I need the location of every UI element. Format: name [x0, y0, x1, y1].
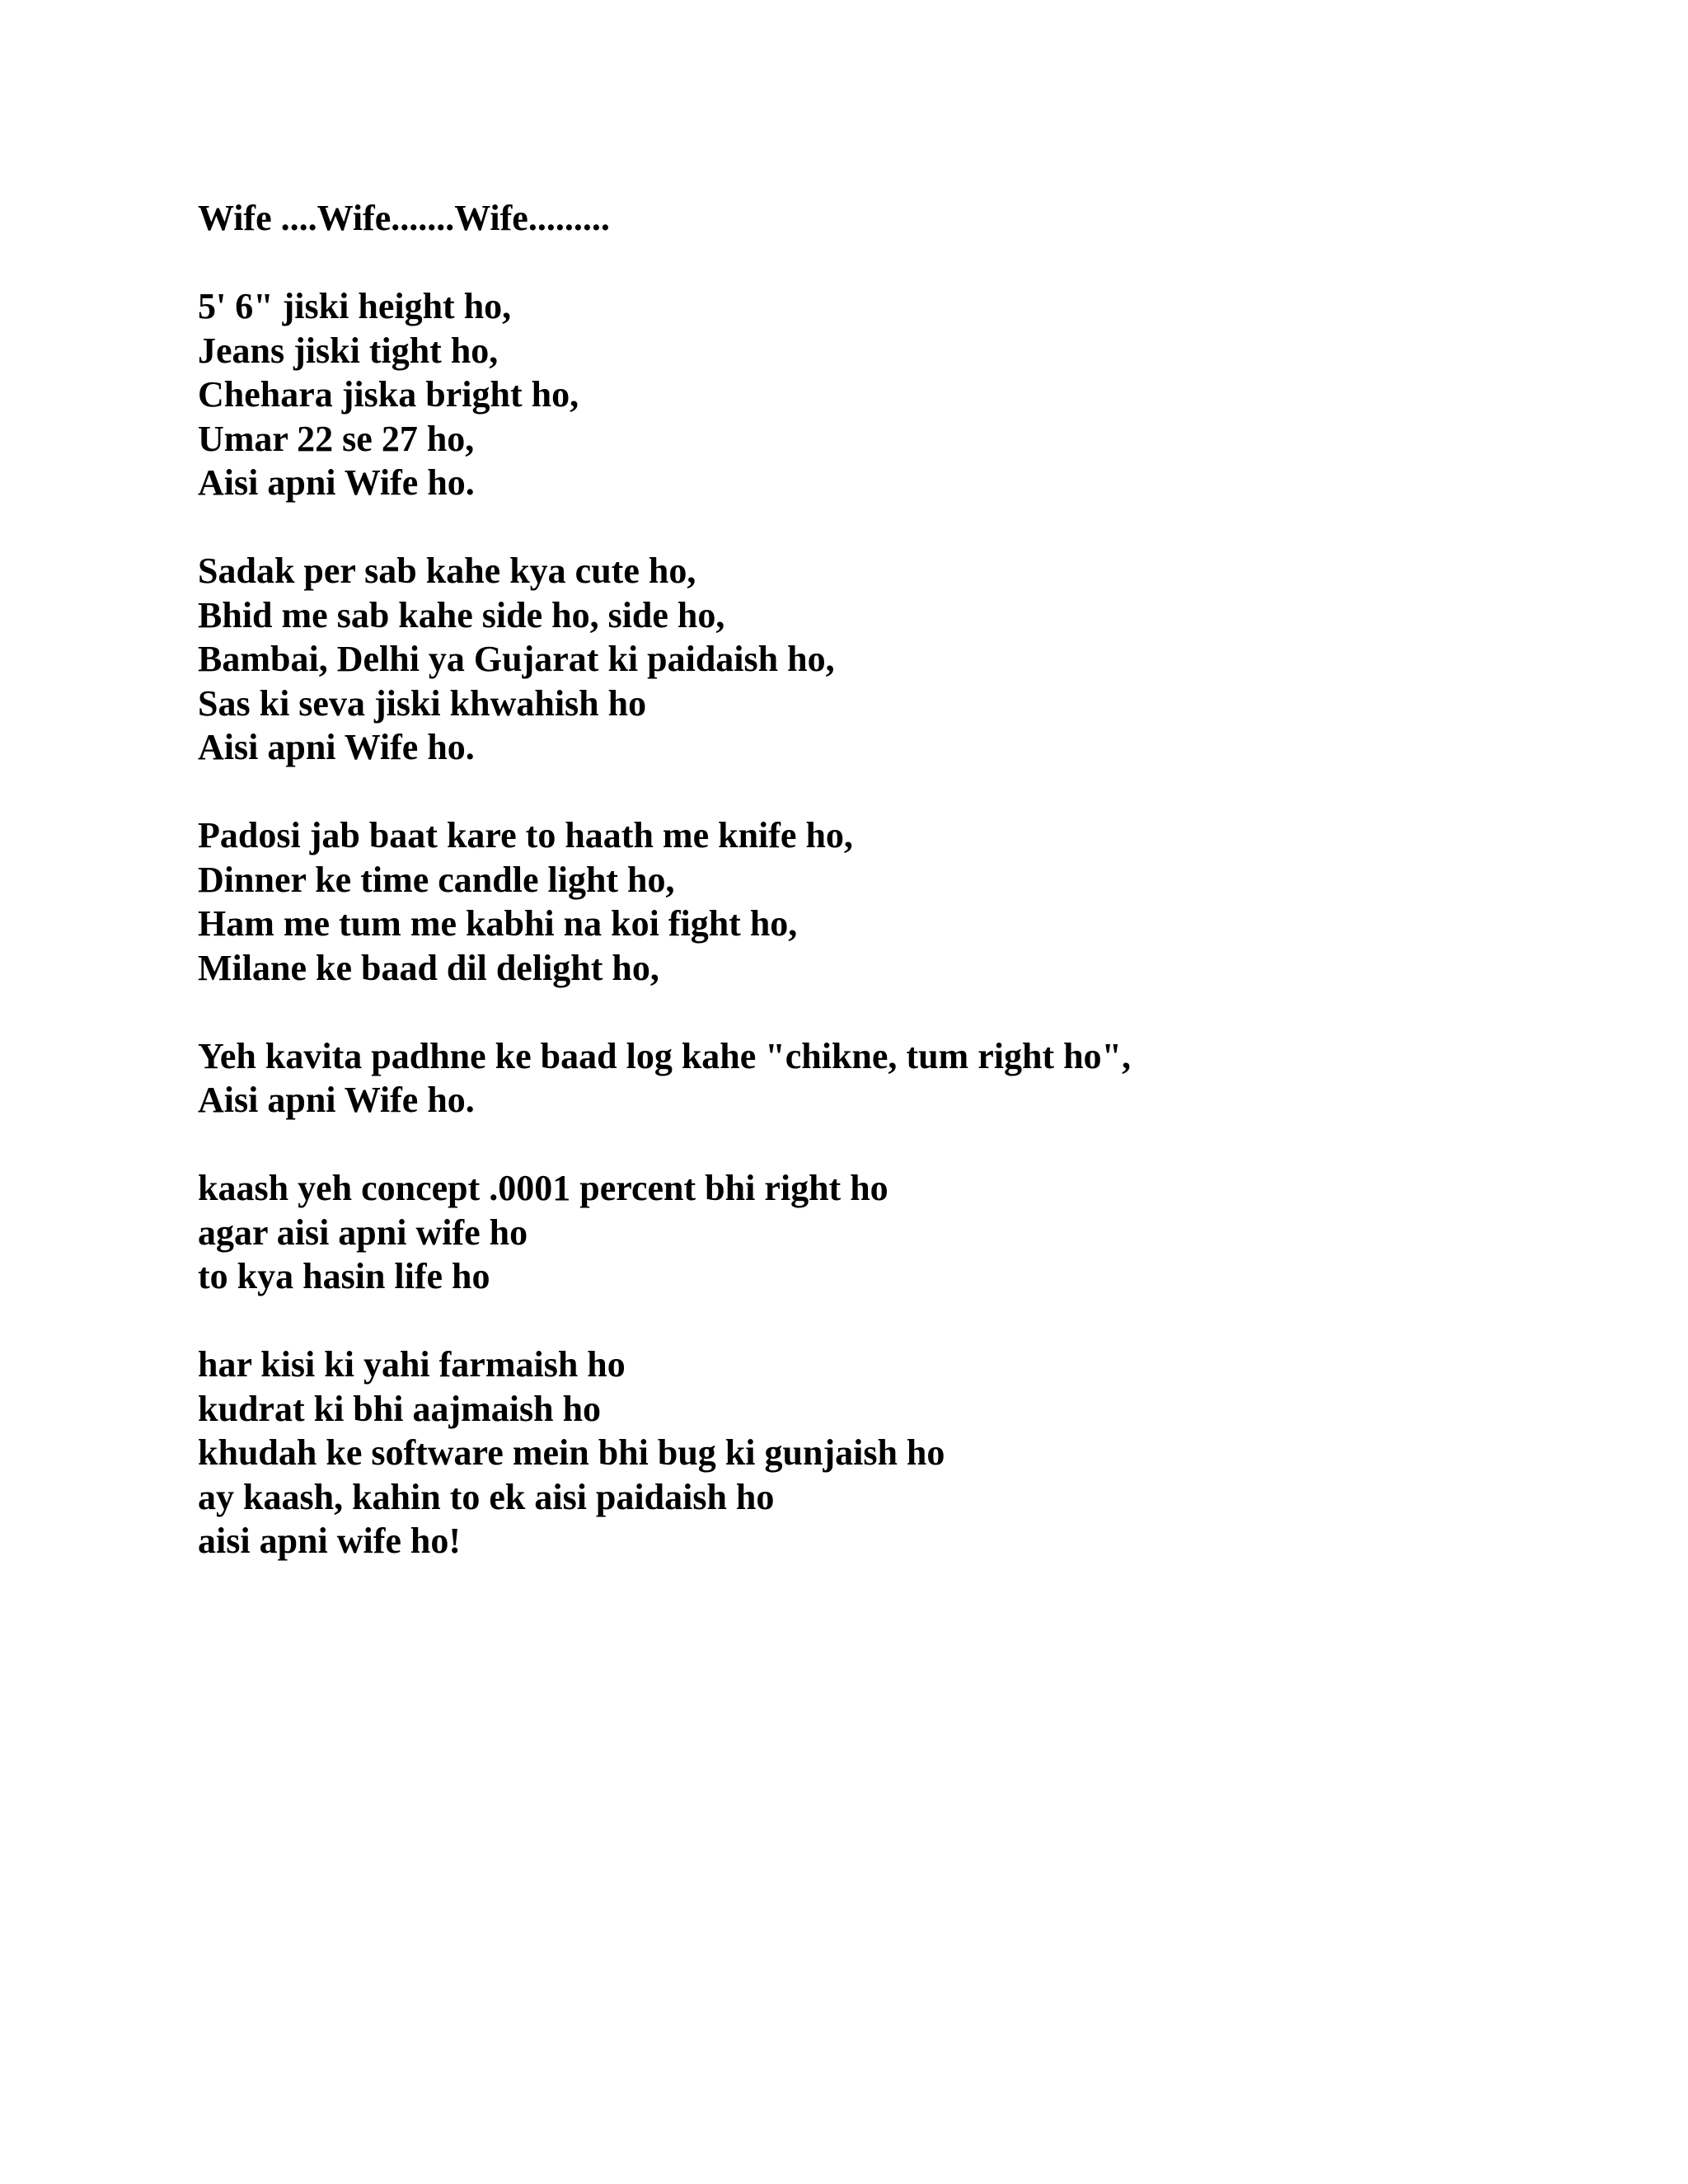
- poem-line: 5' 6" jiski height ho,: [198, 286, 512, 326]
- poem-line: Sas ki seva jiski khwahish ho: [198, 682, 647, 724]
- poem-line: Bhid me sab kahe side ho, side ho,: [198, 594, 725, 635]
- poem-line: Yeh kavita padhne ke baad log kahe "chikne, tum right ho",: [198, 1035, 1131, 1076]
- stanza-1: [198, 284, 1599, 505]
- poem-body: [198, 196, 1599, 1563]
- poem-line: Aisi apni Wife ho.: [198, 462, 475, 503]
- stanza-2: [198, 549, 1599, 770]
- poem-line: Padosi jab baat kare to haath me knife ho,: [198, 815, 853, 855]
- poem-line: to kya hasin life ho: [198, 1256, 490, 1296]
- poem-line: Aisi apni Wife ho.: [198, 1080, 475, 1120]
- poem-title: Wife ....Wife.......Wife.........: [198, 198, 610, 238]
- poem-line: Aisi apni Wife ho.: [198, 727, 475, 767]
- poem-line: Bambai, Delhi ya Gujarat ki paidaish ho,: [198, 639, 835, 679]
- stanza-5: [198, 1166, 1599, 1299]
- poem-line: Ham me tum me kabhi na koi fight ho,: [198, 903, 798, 944]
- stanza-3: [198, 813, 1599, 990]
- poem-line: Umar 22 se 27 ho,: [198, 418, 475, 459]
- poem-line: kudrat ki bhi aajmaish ho: [198, 1388, 602, 1429]
- poem-line: har kisi ki yahi farmaish ho: [198, 1344, 626, 1385]
- stanza-6: [198, 1343, 1599, 1563]
- poem-line: agar aisi apni wife ho: [198, 1212, 528, 1253]
- poem-line: Chehara jiska bright ho,: [198, 374, 579, 415]
- poem-line: kaash yeh concept .0001 percent bhi right ho: [198, 1168, 889, 1208]
- poem-line: aisi apni wife ho!: [198, 1521, 462, 1561]
- stanza-4: [198, 1034, 1599, 1122]
- poem-line: Jeans jiski tight ho,: [198, 330, 499, 371]
- poem-line: ay kaash, kahin to ek aisi paidaish ho: [198, 1476, 775, 1517]
- poem-line: Sadak per sab kahe kya cute ho,: [198, 551, 696, 591]
- poem-line: khudah ke software mein bhi bug ki gunjaish ho: [198, 1432, 945, 1473]
- poem-line: Milane ke baad dil delight ho,: [198, 947, 659, 988]
- poem-line: Dinner ke time candle light ho,: [198, 859, 675, 900]
